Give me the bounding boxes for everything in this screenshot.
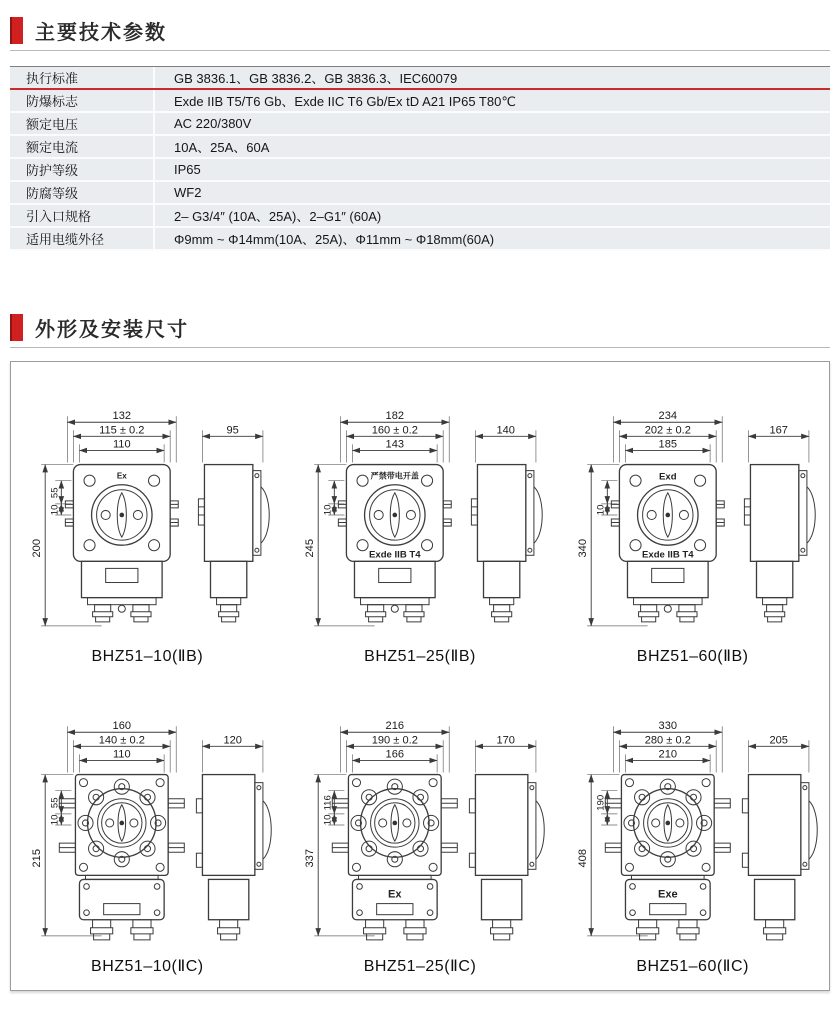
dim-top-mid: 160 ± 0.2 bbox=[371, 424, 418, 437]
dim-top-outer: 182 bbox=[385, 410, 405, 423]
parameters-table bbox=[10, 66, 830, 251]
param-label: 防腐等级 bbox=[10, 182, 155, 203]
junction-box-text: Exe bbox=[657, 888, 678, 901]
param-value: Φ9mm ~ Φ14mm(10A、25A)、Φ11mm ~ Φ18mm(60A) bbox=[174, 232, 495, 247]
dim-top-outer: 216 bbox=[385, 720, 405, 733]
dim-ear-b: 10 bbox=[49, 504, 61, 516]
drawing-caption: BHZ51–60(ⅡC) bbox=[636, 958, 749, 975]
dim-height: 245 bbox=[304, 538, 317, 558]
param-value: AC 220/380V bbox=[174, 116, 252, 131]
drawing-caption: BHZ51–60(ⅡB) bbox=[636, 648, 749, 665]
dimension-drawings-panel bbox=[10, 361, 830, 991]
dim-top-mid: 115 ± 0.2 bbox=[99, 424, 145, 437]
dim-top-outer: 160 bbox=[112, 720, 132, 733]
dim-side-width: 167 bbox=[769, 424, 788, 437]
dim-ear-a: 55 bbox=[49, 487, 61, 499]
dim-side-width: 170 bbox=[496, 734, 515, 747]
dim-top-inner: 166 bbox=[385, 748, 405, 761]
section-divider bbox=[10, 347, 830, 348]
drawing-caption: BHZ51–10(ⅡB) bbox=[91, 648, 204, 665]
dim-top-inner: 110 bbox=[113, 748, 131, 761]
drawing-cell-bhz51-25-iib bbox=[284, 366, 557, 676]
dim-side-width: 140 bbox=[496, 424, 515, 437]
dim-ear-b: 10 bbox=[594, 504, 606, 516]
technical-drawing bbox=[21, 702, 273, 954]
param-label: 额定电压 bbox=[10, 113, 155, 134]
section-header-params bbox=[10, 16, 830, 45]
param-value: 10A、25A、60A bbox=[174, 140, 270, 155]
drawing-cell-bhz51-25-iic bbox=[284, 676, 557, 986]
table-row bbox=[10, 205, 830, 228]
red-accent-bar bbox=[10, 314, 23, 341]
section-header-dimensions bbox=[10, 313, 830, 342]
param-value: IP65 bbox=[174, 162, 201, 177]
dim-side-width: 120 bbox=[223, 734, 243, 747]
red-accent-bar bbox=[10, 17, 23, 44]
section-title-params: 主要技术参数 bbox=[35, 22, 167, 44]
dim-height: 340 bbox=[576, 538, 589, 558]
dim-side-width: 95 bbox=[226, 424, 240, 437]
param-label: 额定电流 bbox=[10, 136, 155, 157]
dim-side-width: 205 bbox=[769, 734, 788, 747]
table-row bbox=[10, 159, 830, 182]
dim-ear-a: 190 bbox=[594, 794, 606, 811]
param-label: 执行标准 bbox=[10, 67, 155, 88]
param-label: 防爆标志 bbox=[10, 90, 155, 111]
dim-height: 200 bbox=[31, 538, 44, 558]
drawing-caption: BHZ51–10(ⅡC) bbox=[91, 958, 204, 975]
table-row bbox=[10, 90, 830, 113]
plate-bottom-text: Exde IIB T4 bbox=[369, 549, 421, 561]
technical-drawing bbox=[294, 392, 546, 644]
table-row bbox=[10, 113, 830, 136]
param-label: 引入口规格 bbox=[10, 205, 155, 226]
drawing-caption: BHZ51–25(ⅡB) bbox=[364, 648, 476, 665]
drawing-caption: BHZ51–25(ⅡC) bbox=[363, 958, 477, 975]
plate-top-text: Ex bbox=[117, 471, 128, 481]
param-value: Exde IIB T5/T6 Gb、Exde IIC T6 Gb/Ex tD A21 IP65 T80℃ bbox=[174, 94, 516, 109]
param-value: WF2 bbox=[174, 185, 202, 200]
dim-ear-b: 10 bbox=[49, 814, 61, 826]
datasheet-page bbox=[0, 16, 840, 991]
section-divider bbox=[10, 50, 830, 51]
param-label: 防护等级 bbox=[10, 159, 155, 180]
dim-top-mid: 202 ± 0.2 bbox=[644, 424, 691, 437]
dim-ear-a: 55 bbox=[49, 797, 61, 809]
drawing-cell-bhz51-60-iic bbox=[556, 676, 829, 986]
dim-top-inner: 210 bbox=[658, 748, 677, 761]
technical-drawing bbox=[294, 702, 546, 954]
table-row bbox=[10, 67, 830, 90]
dim-top-mid: 280 ± 0.2 bbox=[644, 734, 691, 747]
table-row bbox=[10, 228, 830, 251]
technical-drawing bbox=[21, 392, 273, 644]
dim-top-outer: 330 bbox=[658, 720, 677, 733]
technical-drawing bbox=[567, 702, 819, 954]
plate-top-text: Exd bbox=[658, 471, 677, 483]
dim-ear-b: 10 bbox=[322, 504, 334, 516]
plate-top-text: 严禁带电开盖 bbox=[370, 471, 419, 481]
dim-top-mid: 190 ± 0.2 bbox=[371, 734, 418, 747]
dim-top-mid: 140 ± 0.2 bbox=[99, 734, 146, 747]
drawing-cell-bhz51-60-iib bbox=[556, 366, 829, 676]
drawing-cell-bhz51-10-iic bbox=[11, 676, 284, 986]
section-title-dimensions: 外形及安装尺寸 bbox=[35, 319, 189, 341]
table-row bbox=[10, 182, 830, 205]
dim-top-inner: 143 bbox=[385, 438, 405, 451]
dim-top-outer: 234 bbox=[658, 410, 677, 423]
param-value: GB 3836.1、GB 3836.2、GB 3836.3、IEC60079 bbox=[174, 71, 458, 86]
technical-drawing bbox=[567, 392, 819, 644]
table-row bbox=[10, 136, 830, 159]
param-label: 适用电缆外径 bbox=[10, 228, 155, 249]
dim-height: 215 bbox=[31, 848, 44, 868]
dim-top-outer: 132 bbox=[112, 410, 132, 423]
dim-ear-b: 10 bbox=[322, 814, 334, 826]
dim-top-inner: 110 bbox=[113, 438, 131, 451]
dim-height: 408 bbox=[576, 848, 589, 868]
dim-height: 337 bbox=[304, 848, 317, 868]
dim-ear-a: 116 bbox=[322, 795, 334, 811]
junction-box-text: Ex bbox=[388, 888, 402, 901]
plate-bottom-text: Exde IIB T4 bbox=[641, 549, 694, 561]
dim-top-inner: 185 bbox=[658, 438, 677, 451]
param-value: 2– G3/4″ (10A、25A)、2–G1″ (60A) bbox=[174, 209, 382, 224]
drawing-cell-bhz51-10-iib bbox=[11, 366, 284, 676]
